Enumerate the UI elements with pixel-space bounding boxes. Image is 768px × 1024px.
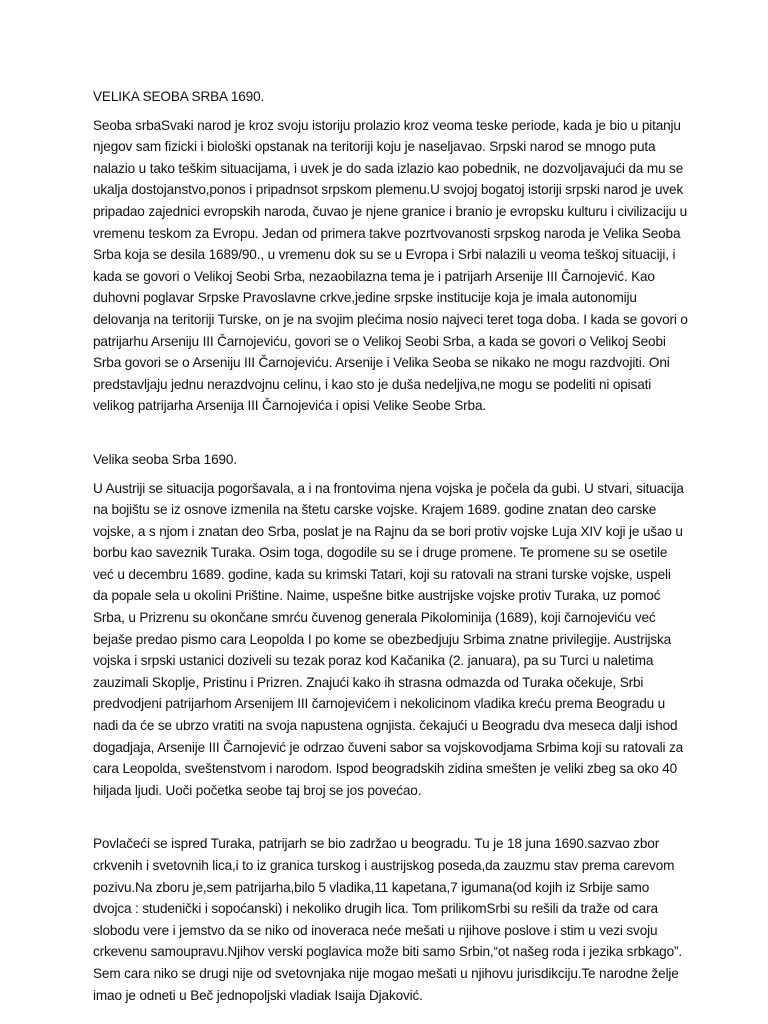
paragraph-intro: Seoba srbaSvaki narod je kroz svoju istoriju prolazio kroz veoma teske periode, kada je bio u pitanju njegov sam fizicki i biološki opstanak na teritoriji koju je naseljavao. Srpski narod se mnogo puta nalazio u tako teškim situacijama, i uvek je do sada izlazio kao pobednik, ne dozvoljavajući da mu se ukalja dostojanstvo,ponos i pripadnsot srpskom plemenu.U svojoj bogatoj istoriji srpski narod je uvek pripadao zajednici evropskih naroda, čuvao je njene granice i branio je evropsku kulturu i civilizaciju u vremenu teskom za Evropu. Jedan od primera takve pozrtvovanosti srpskog naroda je Velika Seoba Srba koja se desila 1689/90., u vremenu dok su se u Evropa i Srbi nalazili u veoma teškoj situaciji, i kada se govori o Velikoj Seobi Srba, nezaobilazna tema je i patrijarh Arsenije III Čarnojević. Kao duhovni poglavar Srpske Pravoslavne crkve,jedine srpske institucije koja je imala autonomiju delovanja na teritoriji Turske, on je na svojim plećima nosio najveci teret toga doba. I kada se govori o patrijarhu Arseniju III Čarnojeviću, govori se o Velikoj Seobi Srba, a kada se govori o Velikoj Seobi Srba govori se o Arseniju III Čarnojeviću. Arsenije i Velika Seoba se nikako ne mogu razdvojiti. Oni predstavljaju jednu nerazdvojnu celinu, i kao sto je duša nedeljiva,ne mogu se podeliti ni opisati velikog patrijarha Arsenija III Čarnojevića i opisi Velike Seobe Srba. <box>93 117 688 414</box>
document-page <box>93 86 689 1006</box>
section-subtitle: Velika seoba Srba 1690. <box>93 451 237 467</box>
paragraph-belgrade-assembly: Povlačeći se ispred Turaka, patrijarh se bio zadržao u beogradu. Tu je 18 juna 1690.sazvao zbor crkvenih i svetovnih lica,i to iz granica turskog i austrijskog poseda,da zauzmu stav prema carevom pozivu.Na zboru je,sem patrijarha,bilo 5 vladika,11 kapetana,7 igumana(od kojih iz Srbije samo dvojca : studenički i sopoćanski) i nekoliko drugih lica. Tom prilikomSrbi su rešili da traže od cara slobodu vere i jemstvo da se niko od inoveraca neće mešati u njihove poslove i stim u vezi svoju crkevenu samoupravu.Njihov verski poglavica može biti samo Srbin,“ot našeg roda i jezika srbkago”. Sem cara niko se drugi nije od svetovnjaka nije mogao mešati u njihovu jurisdikciju.Te narodne želje imao je odneti u Beč jednopoljski vladiak Isaija Djaković. <box>93 836 682 1003</box>
document-title: VELIKA SEOBA SRBA 1690. <box>93 89 265 104</box>
paragraph-austria: U Austriji se situacija pogoršavala, a i na frontovima njena vojska je počela da gubi. U stvari, situacija na bojištu se iz osnove izmenila na štetu carske vojske. Krajem 1689. godine znatan deo carske vojske, a s njom i znatan deo Srba, poslat je na Rajnu da se bori protiv vojske Luja XIV koji je ušao u borbu kao saveznik Turaka. Osim toga, dogodile su se i druge promene. Te promene su se osetile već u decembru 1689. godine, kada su krimski Tatari, koji su ratovali na strani turske vojske, uspeli da popale sela u okolini Prištine. Naime, uspešne bitke austrijske vojske protiv Turaka, uz pomoć Srba, u Prizrenu su okončane smrću čuvenog generala Pikolominija (1689), koji čarnojeviću već bejaše predao pismo cara Leopolda I po kome se obezbedjuju Srbima znatne privilegije. Austrijska vojska i srpski ustanici doziveli su tezak poraz kod Kačanika (2. januara), pa su Turci u naletima zauzimali Skoplje, Pristinu i Prizren. Znajući kako ih strasna odmazda od Turaka očekuje, Srbi predvodjeni patrijarhom Arsenijem III čarnojevićem i nekolicinom vladika kreću prema Beogradu u nadi da će se ubrzo vratiti na svoja napustena ognjista. čekajući u Beogradu dva meseca dalji ishod dogadjaja, Arsenije III Čarnojević je odrzao čuveni sabor sa vojskovodjama Srbima koji su ratovali za cara Leopolda, sveštenstvom i narodom. Ispod beogradskih zidina smešten je veliki zbeg sa oko 40 hiljada ljudi. Uoči početka seobe taj broj se jos povećao. <box>93 480 684 798</box>
